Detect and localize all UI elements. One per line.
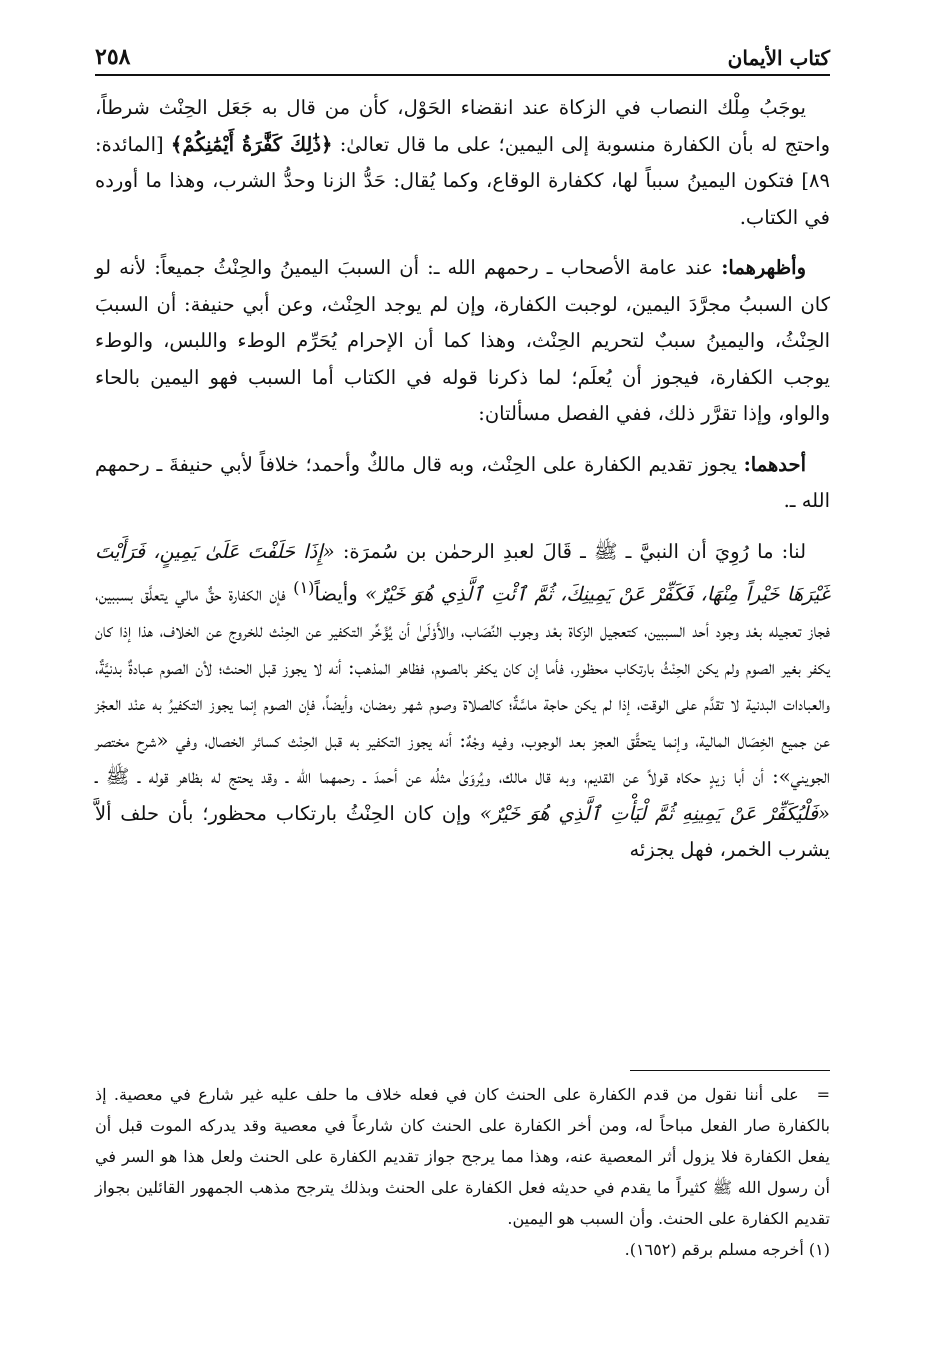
hadith-quote-1: «إِذَا حَلَفْتَ عَلَىٰ يَمِينٍ، فَرَأَيْتَ غَيْرَهَا خَيْراً مِنْهَا، فَكَفِّرْ عَنْ يَمِينِكَ، ثُمَّ ٱئْتِ ٱلَّذِي هُوَ خَيْرٌ»: [95, 539, 830, 606]
paragraph-4-part-c: فإن الكفارة حقٌّ مالي يتعلَّق بسببين، فجاز تعجيله بعْد وجود أحد السببين، كتعجيل الزكاة بعْد وجوب النِّصَاب، والأَوْلَىٰ أن يُؤَخِّر التكفير عن الحِنْث للخروج عن الخلاف، هذا إذا كان يكفر بغير الصوم ولم يكن الحِنْثُ بارتكاب محظور، فأما إن كان يكفر بالصوم، فظاهر المذهب: أنه لا يجوز قبل الحنث؛ لأن الصوم عبادةٌ بدنيَّةٌ، والعبادات البدنية لا تقدَّم على الوقت، إذا لم يكن حاجة ماسَّةٌ؛ كالصلاة وصوم شهر رمضان، وأيضاً، فإن الصوم إنما يجوز التكفيرُ به عنْد العجْز عن جميع الخِصَال المالية، وإنما يتحقَّق العجز بعد الوجوب، وفيه وجْهٌ: أنه يجوز التكفير به قبل الحِنْث كسائر الخصال، وفي «شرح مختصر الجويني»: أن أبا زيدٍ حكاه قولاً عن القديم، وبه قال مالك، ويُروَىٰ مثلُه عن أحمدَ ـ رحمهما الله ـ وقد يحتج له بظاهر قوله ـ ﷺ ـ: [95, 582, 830, 788]
hadith-quote-2: «فَلْيُكَفِّرْ عَنْ يَمِينِهِ ثُمَّ لْيَأْتِ ٱلَّذِي هُوَ خَيْرٌ»: [479, 801, 830, 825]
quran-verse: ﴿ذَٰلِكَ كَفَّٰرَةُ أَيْمَٰنِكُمْ﴾: [170, 132, 333, 156]
book-title: كتاب الأيمان: [727, 46, 830, 70]
paragraph-2-text: عند عامة الأصحاب ـ رحمهم الله ـ: أن السببَ اليمينُ والحِنْثُ جميعاً: لأنه لو كان السببُ مجرَّدَ اليمين، لوجبت الكفارة، وإن لم يوجد الحِنْث، وعن أبي حنيفة: أن السببَ الحِنْثُ، واليمينُ سببٌ لتحريم الحِنْث، وهذا كما أن الإحرام يُحَرِّم الوطء واللبس، والوطء يوجب الكفارة، فيجوز أن يُعلَم؛ لما ذكرنا قوله في الكتاب أما السبب فهو اليمين بالحاء والواو، وإذا تقرَّر ذلك، ففي الفصل مسألتان:: [95, 256, 830, 425]
paragraph-3: [95, 447, 830, 520]
footnote-ref-1: (١): [293, 578, 315, 597]
paragraph-4-part-b: وأيضاً: [314, 582, 358, 606]
paragraph-2-lead: وأظهرهما:: [721, 256, 806, 279]
paragraph-2: [95, 250, 830, 433]
paragraph-4-part-a: لنا: ما رُوِيَ أن النبيَّ ـ ﷺ ـ قَالَ لعبدِ الرحمٰن بن سُمرَة:: [342, 539, 807, 563]
paragraph-3-lead: أحدهما:: [743, 452, 806, 476]
footnote-continuation-text: على أننا نقول من قدم الكفارة على الحنث كان في فعله خلاف ما حلف عليه غير شارع في معصية. إذ بالكفارة صار الفعل مباحاً له، ومن أخر الكفارة على الحنث كان شارعاً في معصية وقد يدركه الموت قبل أن يفعل الكفارة فلا يزول أثر المعصية عنه، وهذا مما يرجح جواز تقديم الكفارة على الحنث ولعل هذا هو السر في أن رسول الله ﷺ كثيراً ما يقدم في حديثه فعل الكفارة على الحنث وبذلك يترجح مذهب الجمهور القائلين بجواز تقديم الكفارة على الحنث. وأن السبب هو اليمين.: [95, 1085, 831, 1228]
page-number: ٢٥٨: [95, 44, 131, 70]
footnote-continuation-mark: =: [816, 1085, 830, 1104]
running-header: [95, 30, 830, 76]
paragraph-4-part-d: وإن كان الحِنْثُ بارتكاب محظور؛ بأن حلف ألاَّ يشرب الخمر، فهل يجزئه: [95, 801, 830, 861]
footnote-1: [95, 1234, 830, 1265]
main-text: [95, 90, 830, 869]
footnote-1-mark: (١): [808, 1240, 830, 1259]
paragraph-4: [95, 534, 830, 869]
footnote-continuation: [95, 1079, 830, 1234]
paragraph-1-text: يوجَبُ مِلْك النصاب في الزكاة عند انقضاء الحَوْل، كأن من قال به جَعَل الحِنْث شرطاً، واحتج له بأن الكفارة منسوبة إلى اليمين؛ على ما قال تعالىٰ:: [95, 96, 830, 156]
book-page: [95, 30, 831, 1259]
paragraph-1: [95, 90, 830, 236]
paragraph-3-text: يجوز تقديم الكفارة على الحِنْث، وبه قال مالكٌ وأحمد؛ خلافاً لأبي حنيفةَ ـ رحمهم الله ـ.: [95, 452, 830, 512]
footnote-divider: [630, 1070, 830, 1071]
paragraph-1-tail: [المائدة: ٨٩] فتكون اليمينُ سبباً لها، ككفارة الوقاع، وكما يُقال: حَدُّ الزنا وحدُّ الشرب، وهذا ما أورده في الكتاب.: [95, 132, 830, 229]
footnote-1-text: أخرجه مسلم برقم (١٦٥٢).: [624, 1240, 804, 1259]
footnotes: [95, 1070, 830, 1265]
